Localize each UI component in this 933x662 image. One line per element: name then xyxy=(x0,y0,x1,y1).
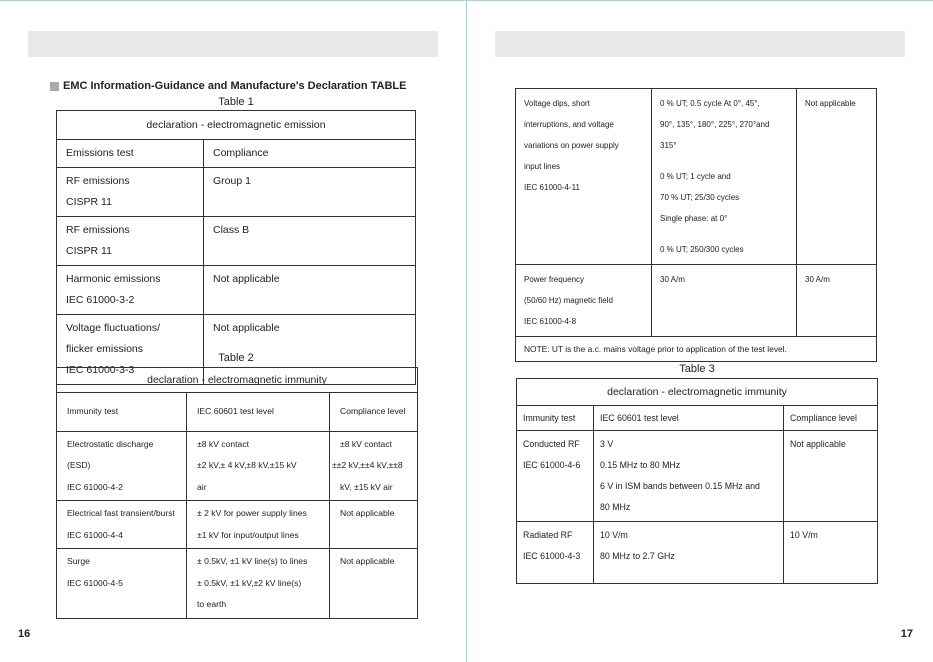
cell-line: ±1 kV for input/output lines xyxy=(197,529,299,540)
cell-line: ± 2 kV for power supply lines xyxy=(197,508,307,518)
table-row xyxy=(57,266,416,315)
cell-line: 10 V/m xyxy=(790,530,818,540)
cell-line: Group 1 xyxy=(204,168,416,217)
cell-line: Harmonic emissions xyxy=(66,273,161,285)
cell-line: (50/60 Hz) magnetic field xyxy=(524,296,613,305)
table1-col-header: Compliance xyxy=(204,140,416,168)
cell-line: ± 0.5kV, ±1 kV line(s) to lines xyxy=(197,556,308,566)
cell-line: 0.15 MHz to 80 MHz xyxy=(600,460,681,470)
header-band xyxy=(495,31,905,57)
table2-heading: declaration - electromagnetic immunity xyxy=(57,368,418,393)
cell-line: 0 % UT; 250/300 cycles xyxy=(660,245,744,254)
table2-continued xyxy=(515,88,877,362)
cell-line: IEC 61000-3-3 xyxy=(66,364,135,376)
table3-col-header: Compliance level xyxy=(784,406,878,431)
section-title-text: EMC Information-Guidance and Manufacture's Declaration TABLE xyxy=(63,80,407,92)
table3-col-header: Immunity test xyxy=(517,406,594,431)
table1-heading: declaration - electromagnetic emission xyxy=(57,111,416,140)
right-page xyxy=(467,0,933,662)
cell-line: IEC 61000-4-2 xyxy=(67,481,123,492)
cell-line: Not applicable xyxy=(204,315,416,385)
cell-spacer xyxy=(660,156,788,166)
left-page xyxy=(0,0,466,662)
cell-line: Radiated RF xyxy=(523,530,573,540)
cell-line: input lines xyxy=(524,162,561,171)
cell-line: air xyxy=(197,481,207,492)
cell-line: IEC 61000-4-8 xyxy=(524,317,577,326)
cell-line: 10 V/m xyxy=(600,530,628,540)
cell-line: Not applicable xyxy=(805,99,856,108)
cell-line: Not applicable xyxy=(340,556,395,566)
cell-line: Electrical fast transient/burst xyxy=(67,508,175,518)
cell-line: ±2 kV,± 4 kV,±8 kV,±15 kV xyxy=(197,460,297,470)
table3-caption: Table 3 xyxy=(679,363,715,375)
page-edge xyxy=(0,0,466,1)
table-row xyxy=(57,431,418,501)
cell-line: ±8 kV contact xyxy=(340,438,393,449)
cell-line: Class B xyxy=(204,217,416,266)
cell-line: ± 0.5kV, ±1 kV,±2 kV line(s) xyxy=(197,577,302,588)
cell-line: IEC 61000-4-11 xyxy=(524,183,580,192)
cell-line: CISPR 11 xyxy=(66,196,112,208)
table3-heading: declaration - electromagnetic immunity xyxy=(517,379,878,406)
cell-line: Not applicable xyxy=(204,266,416,315)
cell-line: Conducted RF xyxy=(523,439,580,449)
cell-line: ±±2 kV,±±4 kV,±±8 xyxy=(332,460,403,470)
cell-line: Single phase: at 0° xyxy=(660,214,728,223)
table-row xyxy=(516,89,877,265)
table2-caption: Table 2 xyxy=(218,352,254,364)
header-band xyxy=(28,31,438,57)
cell-line: 0 % UT; 1 cycle and xyxy=(660,172,731,181)
page-number: 17 xyxy=(900,628,913,640)
table-row xyxy=(57,217,416,266)
cell-line: IEC 61000-4-5 xyxy=(67,577,123,588)
cell-line: 0 % UT; 0.5 cycle At 0°, 45°, xyxy=(660,99,760,108)
cell-line: Not applicable xyxy=(790,439,846,449)
cell-line: 30 A/m xyxy=(805,275,830,284)
table2-col-header: Immunity test xyxy=(57,393,187,432)
table-row xyxy=(517,522,878,584)
table-row xyxy=(517,431,878,522)
table-row xyxy=(516,265,877,337)
cell-line: RF emissions xyxy=(66,224,130,236)
cell-line: Electrostatic discharge xyxy=(67,438,154,449)
cell-line: 80 MHz xyxy=(600,502,631,512)
cell-line: flicker emissions xyxy=(66,343,144,355)
cell-line: Not applicable xyxy=(340,508,395,518)
cell-line: RF emissions xyxy=(66,175,130,187)
page-number: 16 xyxy=(18,628,31,640)
table3-immunity xyxy=(516,378,878,584)
cell-line: IEC 61000-4-3 xyxy=(523,551,581,561)
section-title xyxy=(50,80,406,92)
cell-line: to earth xyxy=(197,599,227,609)
table-row xyxy=(57,168,416,217)
table1-caption: Table 1 xyxy=(218,96,254,108)
square-bullet-icon xyxy=(50,82,59,91)
cell-line: Surge xyxy=(67,556,90,566)
cell-line: Voltage fluctuations/ xyxy=(66,322,160,334)
cell-line: CISPR 11 xyxy=(66,245,112,257)
table3-col-header: IEC 60601 test level xyxy=(594,406,784,431)
table1-emission xyxy=(56,110,416,385)
cell-line: IEC 61000-4-6 xyxy=(523,460,581,470)
cell-line: 3 V xyxy=(600,439,614,449)
page-edge xyxy=(467,0,933,1)
cell-line: 315° xyxy=(660,141,677,150)
cell-line: 80 MHz to 2.7 GHz xyxy=(600,551,675,561)
cell-line: variations on power supply xyxy=(524,141,619,150)
cell-line: kV, ±15 kV air xyxy=(340,481,393,492)
cell-line: Power frequency xyxy=(524,275,585,284)
table2-col-header: Compliance level xyxy=(330,393,418,432)
cell-line: Voltage dips, short xyxy=(524,99,590,108)
table-row xyxy=(57,549,418,619)
table-row xyxy=(57,501,418,549)
table2-immunity xyxy=(56,367,418,619)
cell-line: IEC 61000-3-2 xyxy=(66,294,135,306)
cell-spacer xyxy=(660,229,788,239)
table1-col-header: Emissions test xyxy=(57,140,204,168)
cell-line: 6 V in ISM bands between 0.15 MHz and xyxy=(600,481,760,491)
cell-line: 30 A/m xyxy=(660,275,685,284)
table-note: NOTE: UT is the a.c. mains voltage prior to application of the test level. xyxy=(516,337,877,362)
cell-line: IEC 61000-4-4 xyxy=(67,529,123,540)
cell-line: 90°, 135°, 180°, 225°, 270°and xyxy=(660,120,770,129)
cell-line: ±8 kV contact xyxy=(197,438,250,449)
cell-line: interruptions, and voltage xyxy=(524,120,614,129)
table2-col-header: IEC 60601 test level xyxy=(187,393,330,432)
cell-line: (ESD) xyxy=(67,460,91,470)
cell-line: 70 % UT; 25/30 cycles xyxy=(660,193,740,202)
